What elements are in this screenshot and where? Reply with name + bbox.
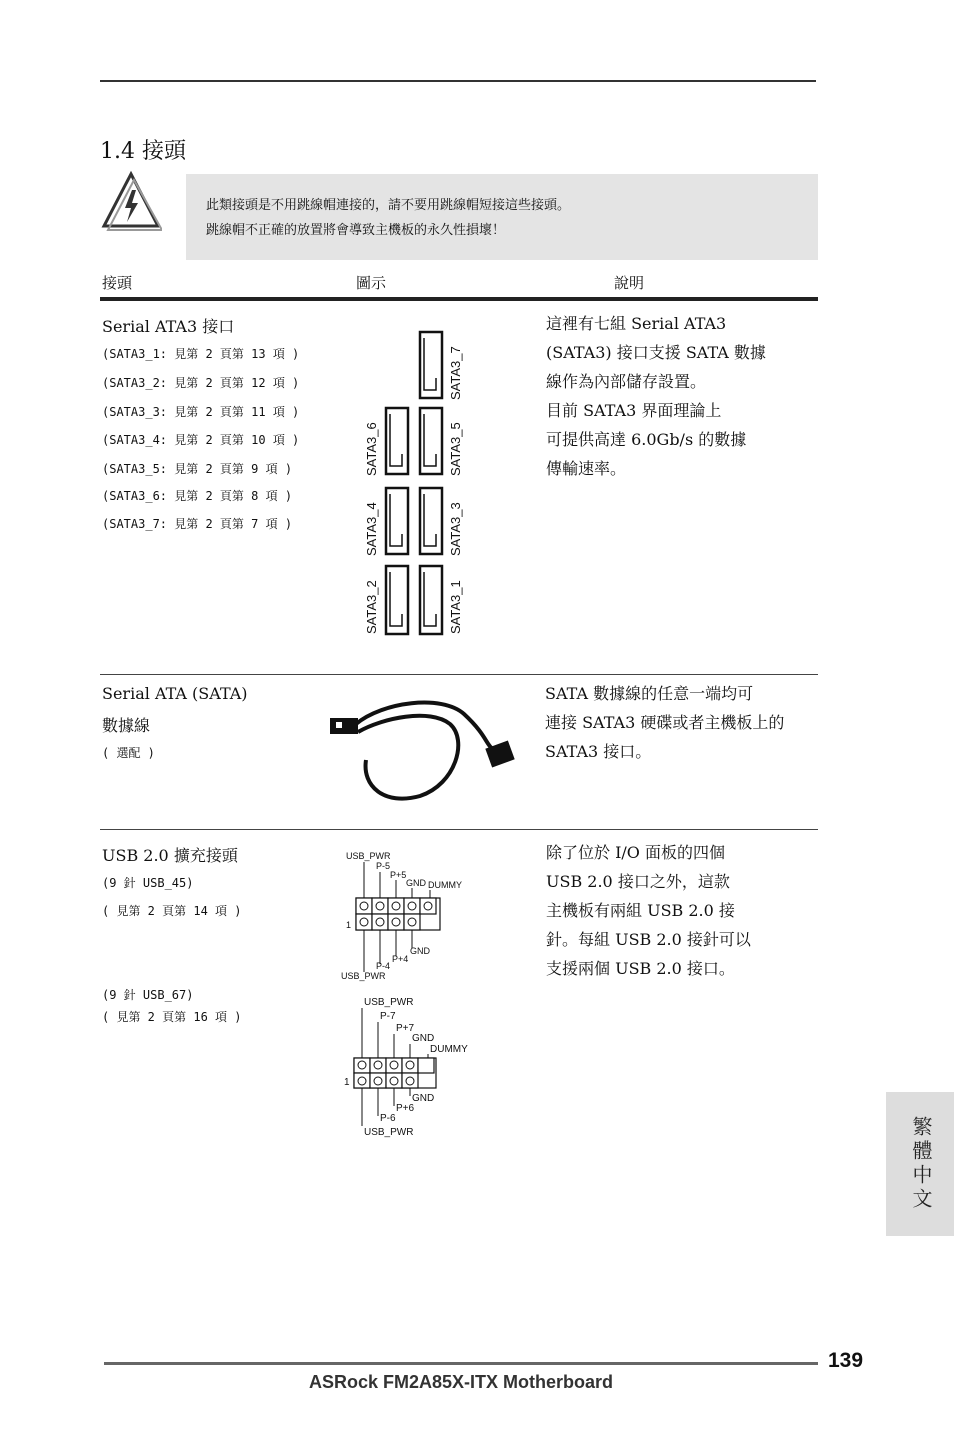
sata-item-6: (SATA3_6: 見第 2 頁第 8 項 ) [102,489,293,503]
cable-title-2: 數據線 [102,716,151,735]
sata-item-4: (SATA3_4: 見第 2 頁第 10 項 ) [102,433,300,447]
page-number: 139 [828,1349,864,1372]
svg-text:P-4: P-4 [376,961,391,971]
cable-description: SATA 數據線的任意一端均可 連接 SATA3 硬碟或者主機板上的 SATA3 接口。 [545,684,785,761]
column-header-diagram: 圖示 [356,274,387,292]
sata3-1-label: SATA3_1 [448,580,463,634]
warning-line-2: 跳線帽不正確的放置將會導致主機板的永久性損壞！ [206,223,506,238]
sata-item-2: (SATA3_2: 見第 2 頁第 12 項 ) [102,376,300,390]
sata3-3-label: SATA3_3 [448,502,463,556]
svg-text:P+6: P+6 [396,1103,415,1114]
svg-text:USB_PWR: USB_PWR [364,997,414,1008]
sata-item-7: (SATA3_7: 見第 2 頁第 7 項 ) [102,517,293,531]
svg-text:GND: GND [410,946,430,956]
sata3-6-label: SATA3_6 [364,422,379,476]
section-divider-2 [100,829,818,830]
usb45-header-diagram [338,848,478,984]
svg-text:GND: GND [412,1033,435,1044]
usb67-pins: (9 針 USB_67) [102,988,194,1002]
svg-text:P+7: P+7 [396,1023,415,1034]
svg-text:P-5: P-5 [376,861,391,871]
usb45-reference: ( 見第 2 頁第 14 項 ) [102,904,242,918]
svg-text:USB_PWR: USB_PWR [341,971,386,981]
sata-cable-illustration [322,696,522,804]
svg-text:DUMMY: DUMMY [428,880,462,890]
usb45-pins: (9 針 USB_45) [102,876,194,890]
footer-rule [104,1362,818,1365]
svg-text:1: 1 [346,920,352,930]
svg-text:DUMMY: DUMMY [430,1044,468,1055]
language-side-tab [886,1092,954,1236]
svg-text:1: 1 [344,1077,350,1088]
sata3-5-label: SATA3_5 [448,422,463,476]
sata-description: 這裡有七組 Serial ATA3 (SATA3) 接口支援 SATA 數據 線作為內部儲存設置。 目前 SATA3 界面理論上 可提供高達 6.0Gb/s 的數據 傳輸速率。 [546,314,766,478]
warning-icon [100,170,162,232]
sata-title: Serial ATA3 接口 [102,317,235,336]
cable-optional-note: ( 選配 ) [102,746,155,760]
svg-text:GND: GND [406,878,426,888]
sata3-4-label: SATA3_4 [364,502,379,556]
warning-line-1: 此類接頭是不用跳線帽連接的，請不要用跳線帽短接這些接頭。 [206,198,571,213]
usb45-pin-dummy-top [356,898,372,914]
usb67-header-diagram [342,994,482,1140]
svg-text:GND: GND [412,1093,435,1104]
usb-description: 除了位於 I/O 面板的四個 USB 2.0 接口之外，這款 主機板有兩組 USB 2.0 接 針。每組 USB 2.0 接針可以 支援兩個 USB 2.0 接口。 [546,843,751,978]
sata3-7-label: SATA3_7 [448,346,463,400]
cable-title: Serial ATA (SATA) [102,684,248,703]
svg-text:P+4: P+4 [392,954,409,964]
sata-item-1: (SATA3_1: 見第 2 頁第 13 項 ) [102,347,300,361]
svg-text:P-7: P-7 [380,1011,396,1022]
top-rule [100,80,816,82]
footer-title: ASRock FM2A85X-ITX Motherboard [309,1372,614,1392]
svg-text:USB_PWR: USB_PWR [346,851,391,861]
header-rule [100,297,818,301]
usb67-reference: ( 見第 2 頁第 16 項 ) [102,1010,242,1024]
sata-item-5: (SATA3_5: 見第 2 頁第 9 項 ) [102,462,293,476]
section-title: 1.4 接頭 [100,139,186,164]
sata3-2-label: SATA3_2 [364,580,379,634]
svg-text:P+5: P+5 [390,870,407,880]
svg-text:P-6: P-6 [380,1113,396,1124]
usb-title: USB 2.0 擴充接頭 [102,846,238,865]
cable-connector-left [330,718,358,734]
language-side-tab-label: 繁體中文 [909,1116,933,1212]
warning-box [186,174,818,260]
sata-item-3: (SATA3_3: 見第 2 頁第 11 項 ) [102,405,300,419]
section-divider-1 [100,674,818,675]
svg-text:USB_PWR: USB_PWR [364,1127,414,1138]
sata-connector-diagram [360,328,470,640]
column-header-description: 說明 [614,274,645,292]
column-header-connector: 接頭 [102,274,133,292]
